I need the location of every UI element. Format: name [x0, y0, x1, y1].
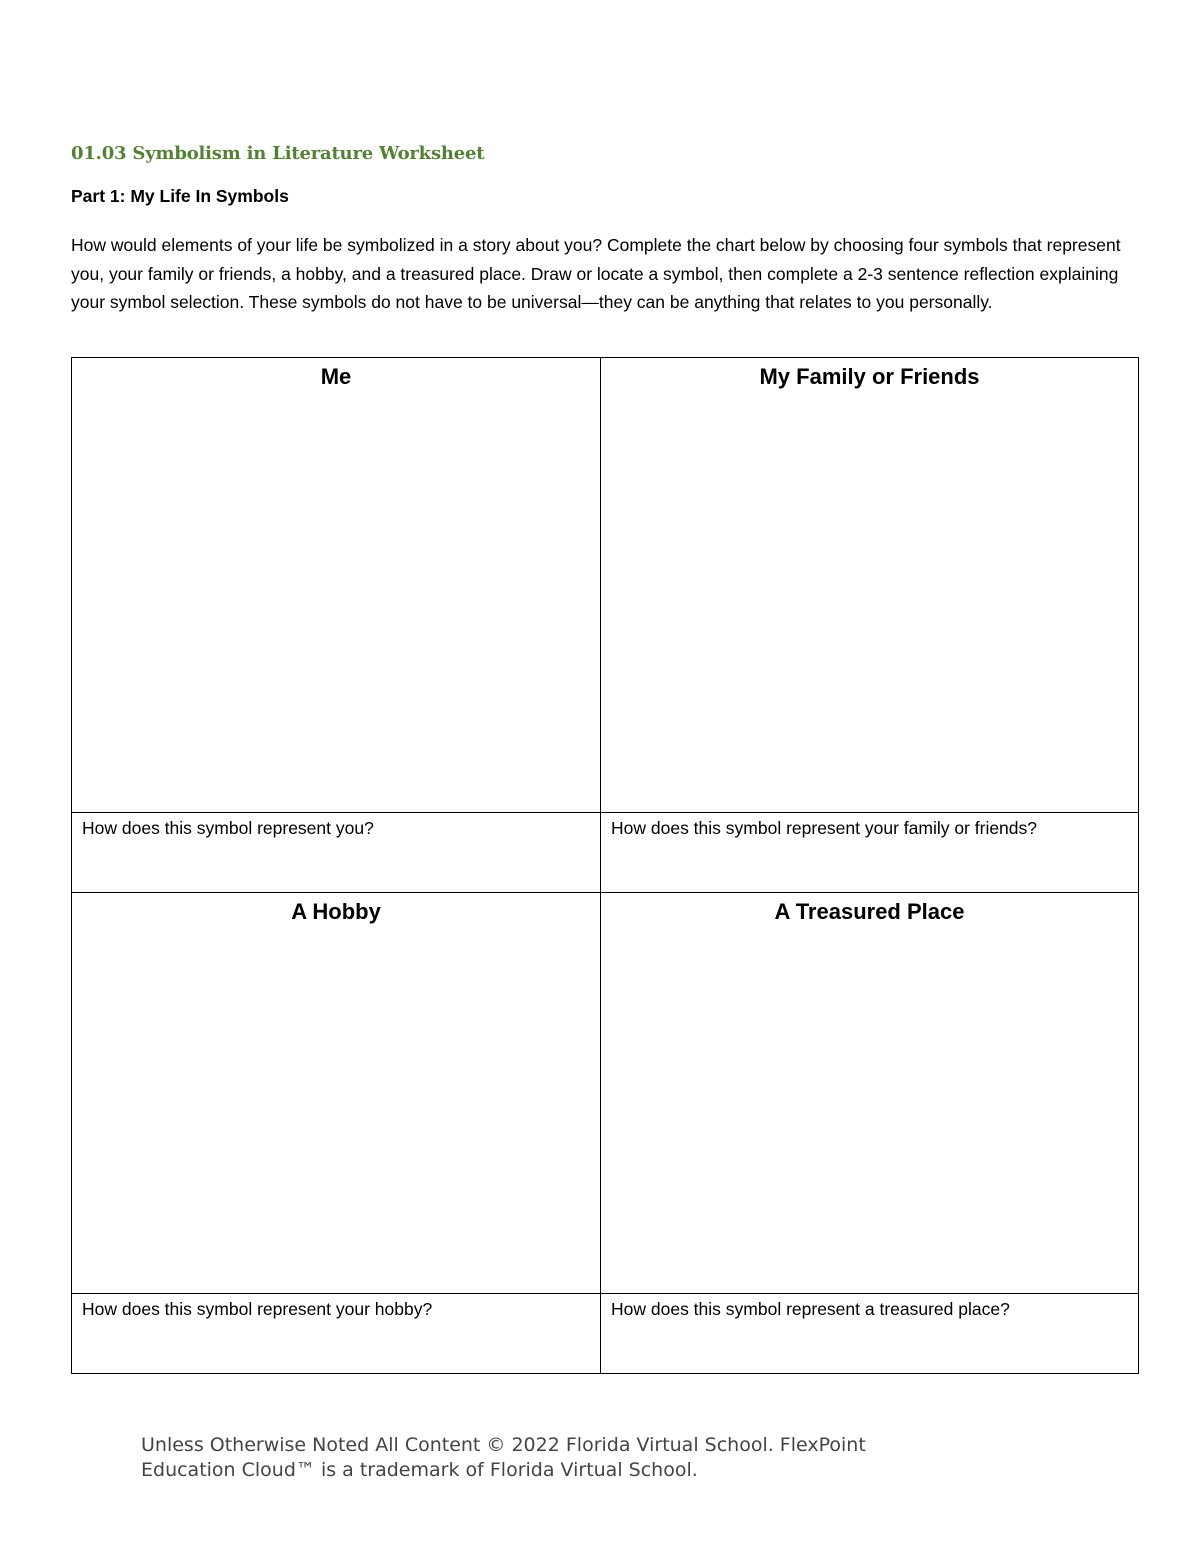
family-friends-heading: My Family or Friends [759, 364, 980, 389]
family-friends-question: How does this symbol represent your family or friends? [611, 818, 1038, 838]
treasured-place-symbol-cell[interactable] [601, 893, 1139, 1294]
treasured-place-question: How does this symbol represent a treasured place? [611, 1299, 1010, 1319]
treasured-place-reflection-cell[interactable] [601, 1294, 1139, 1374]
me-question: How does this symbol represent you? [82, 818, 374, 838]
family-friends-symbol-cell[interactable] [601, 358, 1139, 813]
treasured-place-heading: A Treasured Place [774, 899, 965, 924]
me-symbol-cell[interactable] [72, 358, 601, 813]
hobby-heading: A Hobby [291, 899, 381, 924]
chart-row-questions-bottom [72, 1294, 1139, 1374]
hobby-symbol-cell[interactable] [72, 893, 601, 1294]
chart-row-questions-top [72, 813, 1139, 893]
symbol-chart [71, 357, 1139, 1374]
footer-line-2: Education Cloud™ is a trademark of Florida Virtual School. [141, 1459, 698, 1481]
chart-row-symbols-bottom [72, 893, 1139, 1294]
family-friends-reflection-cell[interactable] [601, 813, 1139, 893]
chart-row-symbols-top [72, 358, 1139, 813]
instructions-paragraph: How would elements of your life be symbolized in a story about you? Complete the chart below by choosing four symbols that represent you, your family or friends, a hobby, and a treasured place. Draw or locate a symbol, then complete a 2-3 sentence reflection explaining your symbol selection. These symbols do not have to be universal—they can be anything that relates to you personally. [71, 235, 1121, 312]
worksheet-title: 01.03 Symbolism in Literature Worksheet [71, 143, 485, 164]
part-heading: Part 1: My Life In Symbols [71, 186, 289, 206]
hobby-reflection-cell[interactable] [72, 1294, 601, 1374]
me-heading: Me [320, 364, 352, 389]
hobby-question: How does this symbol represent your hobby? [82, 1299, 433, 1319]
footer-line-1: Unless Otherwise Noted All Content © 2022 Florida Virtual School. FlexPoint [141, 1434, 866, 1456]
copyright-footer [141, 1433, 1041, 1483]
me-reflection-cell[interactable] [72, 813, 601, 893]
